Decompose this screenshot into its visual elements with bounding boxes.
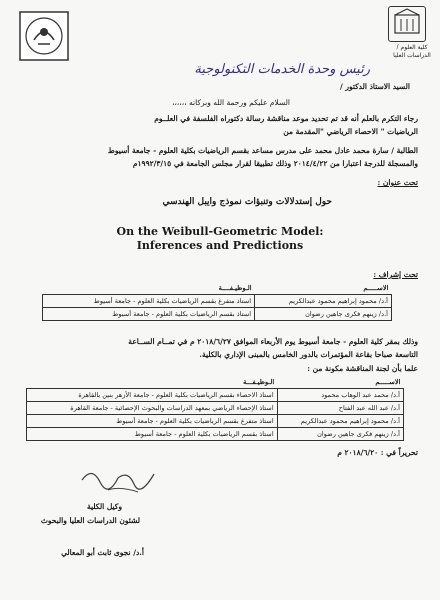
body-line-2: الرياضيات " الاحصاء الرياضي "المقدمة من (283, 127, 418, 136)
table-row: أ.د/ محمود إبراهيم محمود عبدالكريم استاذ متفرغ بقسم الرياضيات بكلية العلوم - جامعة أسيوط (43, 295, 392, 308)
col-name-header: الاســـــم (277, 376, 403, 389)
addressee-prefix: السيد الاستاذ الدكتور / (339, 82, 410, 91)
venue-line-2: التاسعة صباحا بقاعة المؤتمرات بالدور الخامس بالمبنى الإداري بالكلية. (199, 350, 418, 359)
table-row: أ.د/ زينهم فكرى جاهين رضوان استاذ بقسم الرياضيات بكلية العلوم - جامعة أسيوط (27, 428, 404, 441)
col-position-header: الـوظيـفــــة (43, 282, 255, 295)
vice-dean-office: لشئون الدراسات العليا والبحوث (40, 516, 140, 525)
greeting: السلام عليكم ورحمة الله وبركاته ،،،،،، (172, 98, 290, 107)
thesis-title-arabic: حول إستدلالات وتنبؤات نموذج وايبل الهندسي (162, 197, 332, 207)
body-line-1: رجاء التكرم بالعلم أنه قد تم تحديد موعد مناقشة رسالة دكتوراه الفلسفة في العلــوم (154, 114, 418, 123)
table-row: أ.د/ زينهم فكرى جاهين رضوان استاذ بقسم الرياضيات بكلية العلوم - جامعة أسيوط (43, 308, 392, 321)
faculty-name: كلية العلوم / الدراسات العليا (393, 44, 431, 59)
body-line-4: والمسجلة للدرجة اعتبارا من ٢٠١٤/٤/٢٢ وذلك تطبيقا لقرار مجلس الجامعة في ١٩٩٢/٣/١٥م (132, 159, 418, 168)
handwritten-addressee: رئيس وحدة الخدمات التكنولوجية (194, 62, 370, 77)
table-row: أ.د/ محمد عبد الوهاب محمود استاذ الاحصاء بقسم الرياضيات بكلية العلوم - جامعة الأزهر بنين بالقاهرة (27, 389, 404, 402)
col-position-header: الـوظيـفـــة (27, 376, 278, 389)
signatory-name: أ.د/ نجوى ثابت أبو المعالي (61, 548, 144, 557)
issue-date: تحريراً في : ٢٠١٨/٦/٢٠ م (337, 448, 418, 457)
col-name-header: الاســـــم (255, 282, 392, 295)
venue-line-1: وذلك بمقر كلية العلوم - جامعة أسيوط يوم الأربعاء الموافق ٢٠١٨/٦/٢٧ م في تمــام الســاعة (128, 337, 418, 346)
committee-heading: علما بأن لجنة المناقشة مكونة من : (307, 364, 418, 373)
thesis-title-english-1: On the Weibull-Geometric Model: (116, 225, 324, 238)
vice-dean-title: وكيل الكلية (86, 502, 122, 511)
committee-table (26, 376, 404, 441)
thesis-title-english-2: Inferences and Predictions (136, 239, 304, 252)
table-row: أ.د/ محمود إبراهيم محمود عبدالكريم استاذ متفرغ بقسم الرياضيات بكلية العلوم - جامعة أسيوط (27, 415, 404, 428)
university-seal-icon (18, 10, 70, 62)
table-row: أ.د/ عبد الله عبد الفتاح استاذ الإحصاء الرياضي بمعهد الدراسات والبحوث الإحصائية - جامعة القاهرة (27, 402, 404, 415)
handwritten-signature-icon (78, 460, 158, 500)
supervision-heading: تحت إشراف : (373, 270, 418, 279)
faculty-logo-icon (388, 6, 426, 42)
body-line-3: الطالبة / سارة محمد عادل محمد على مدرس مساعد بقسم الرياضيات بكلية العلوم - جامعة أسيوط (107, 146, 418, 155)
thesis-title-heading: تحت عنوان : (377, 178, 418, 187)
supervision-table (42, 282, 392, 321)
